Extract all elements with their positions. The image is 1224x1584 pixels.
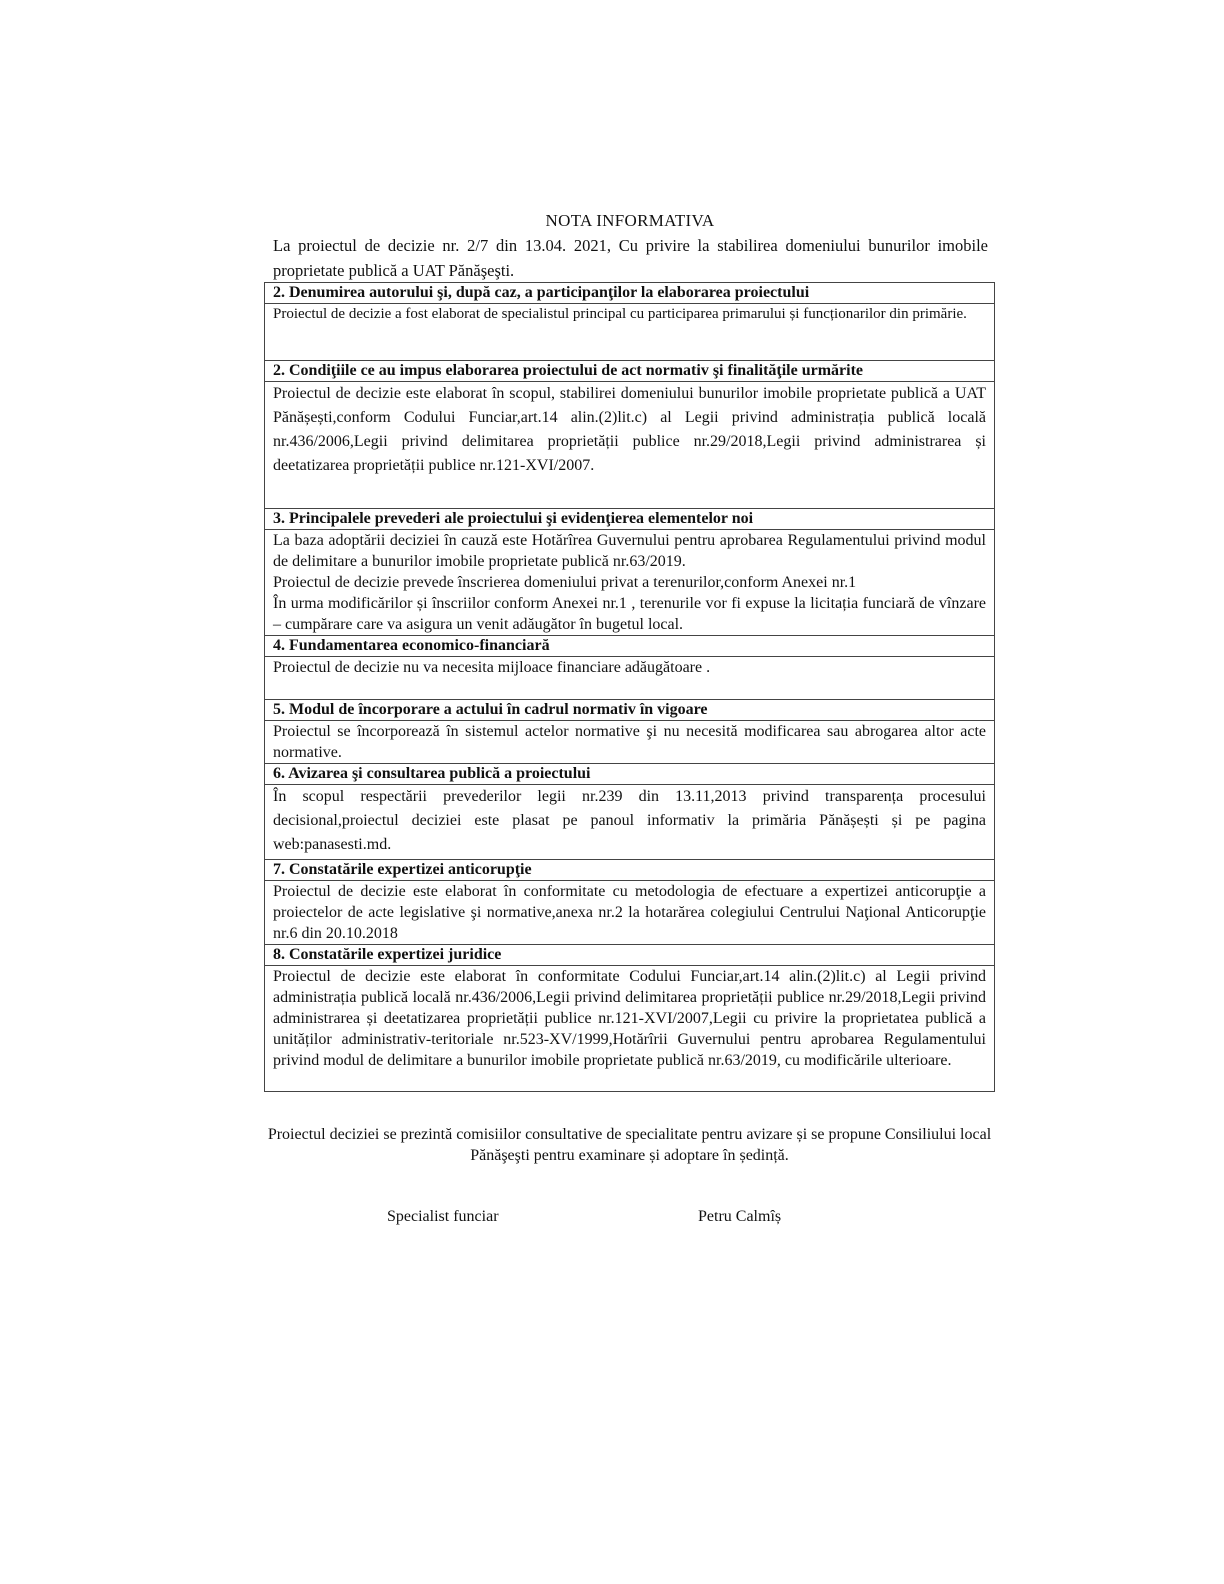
- section-heading: 3. Principalele prevederi ale proiectului şi evidenţierea elementelor noi: [265, 509, 995, 530]
- section-body: [265, 657, 995, 700]
- section-body: [265, 785, 995, 860]
- section-body: [265, 966, 995, 1092]
- section-paragraph: La baza adoptării deciziei în cauză este Hotărîrea Guvernului pentru aprobarea Regulamentului privind modul de delimitare a bunurilor imobile proprietate publică nr.63/2019.: [273, 532, 986, 570]
- section-consultation-heading-row: [265, 764, 995, 785]
- section-paragraph: În scopul respectării prevederilor legii nr.239 din 13.11,2013 privind transparența procesului decisional,proiectul deciziei este plasat pe panoul informativ la primăria Pănășești și pe pagina web:panasesti.md.: [273, 788, 986, 853]
- signature-role: Specialist funciar: [387, 1208, 499, 1225]
- information-table: [264, 282, 995, 1092]
- section-heading: 4. Fundamentarea economico-financiară: [265, 636, 995, 657]
- section-paragraph: Proiectul de decizie este elaborat în scopul, stabilirei domeniului bunurilor imobile proprietate publică a UAT Pănășești,conform Codului Funciar,art.14 alin.(2)lit.c) al Legii privind administrația publică locală nr.436/2006,Legii privind delimitarea proprietății publice nr.29/2018,Legii privind administrarea și deetatizarea proprietății publice nr.121-XVI/2007.: [273, 385, 986, 474]
- section-paragraph: Proiectul de decizie nu va necesita mijloace financiare adăugătoare .: [273, 659, 711, 676]
- section-incorporation-body-row: [265, 721, 995, 764]
- section-paragraph: În urma modificărilor și înscriilor conform Anexei nr.1 , terenurile vor fi expuse la licitația funciară de vînzare – cumpărare care va asigura un venit adăugător în bugetul local.: [273, 595, 986, 633]
- section-anticorruption-body-row: [265, 881, 995, 945]
- section-authors-heading-row: [265, 283, 995, 304]
- section-body: [265, 881, 995, 945]
- section-body: [265, 530, 995, 636]
- section-heading: 5. Modul de încorporare a actului în cadrul normativ în vigoare: [265, 700, 995, 721]
- intro-text: La proiectul de decizie nr. 2/7 din 13.04. 2021, Cu privire la stabilirea domeniului bunurilor imobile proprietate publică a UAT Pănăşeşti.: [273, 236, 988, 280]
- section-paragraph: Proiectul de decizie este elaborat în conformitate Codului Funciar,art.14 alin.(2)lit.c) al Legii privind administrația publică locală nr.436/2006,Legii privind delimitarea proprietății publice nr.29/2018,Legii privind administrarea și deetatizarea proprietății publice nr.121-XVI/2007,Legii cu privire la proprietatea publică a unităților administrativ-teritoriale nr.523-XV/1999,Hotărîrii Guvernului pentru aprobarea Regulamentului privind modul de delimitare a bunurilor imobile proprietate publică nr.63/2019, cu modificările ulterioare.: [273, 968, 986, 1069]
- section-heading: 7. Constatările expertizei anticorupţie: [265, 860, 995, 881]
- section-conditions-body-row: [265, 382, 995, 509]
- section-economic-heading-row: [265, 636, 995, 657]
- section-heading: 6. Avizarea şi consultarea publică a proiectului: [265, 764, 995, 785]
- section-legal-heading-row: [265, 945, 995, 966]
- section-paragraph: Proiectul se încorporează în sistemul actelor normative şi nu necesită modificarea sau abrogarea altor acte normative.: [273, 723, 986, 761]
- document-title: NOTA INFORMATIVA: [545, 211, 715, 230]
- section-paragraph: Proiectul de decizie prevede înscrierea domeniului privat a terenurilor,conform Anexei nr.1: [273, 574, 857, 591]
- section-body: [265, 304, 995, 361]
- section-heading: 2. Denumirea autorului şi, după caz, a participanţilor la elaborarea proiectului: [265, 283, 995, 304]
- section-paragraph: Proiectul de decizie a fost elaborat de specialistul principal cu participarea primarului și funcționarilor din primărie.: [273, 306, 967, 322]
- section-economic-body-row: [265, 657, 995, 700]
- closing-note: Proiectul deciziei se prezintă comisiilor consultative de specialitate pentru avizare și se propune Consiliului local Pănăşeşti pentru examinare și adoptare în ședință.: [267, 1126, 992, 1164]
- section-provisions-body-row: [265, 530, 995, 636]
- section-incorporation-heading-row: [265, 700, 995, 721]
- section-heading: 8. Constatările expertizei juridice: [265, 945, 995, 966]
- section-authors-body-row: [265, 304, 995, 361]
- section-anticorruption-heading-row: [265, 860, 995, 881]
- section-provisions-heading-row: [265, 509, 995, 530]
- section-legal-body-row: [265, 966, 995, 1092]
- section-paragraph: Proiectul de decizie este elaborat în conformitate cu metodologia de efectuare a expertizei anticorupţie a proiectelor de acte legislative şi normative,anexa nr.2 la hotarărea colegiului Centrului Naţional Anticorupţie nr.6 din 20.10.2018: [273, 883, 986, 942]
- section-body: [265, 382, 995, 509]
- section-heading: 2. Condiţiile ce au impus elaborarea proiectului de act normativ şi finalităţile urmărite: [265, 361, 995, 382]
- section-consultation-body-row: [265, 785, 995, 860]
- intro-paragraph: [273, 233, 988, 283]
- signature-name: Petru Calmîș: [698, 1208, 782, 1225]
- section-body: [265, 721, 995, 764]
- section-conditions-heading-row: [265, 361, 995, 382]
